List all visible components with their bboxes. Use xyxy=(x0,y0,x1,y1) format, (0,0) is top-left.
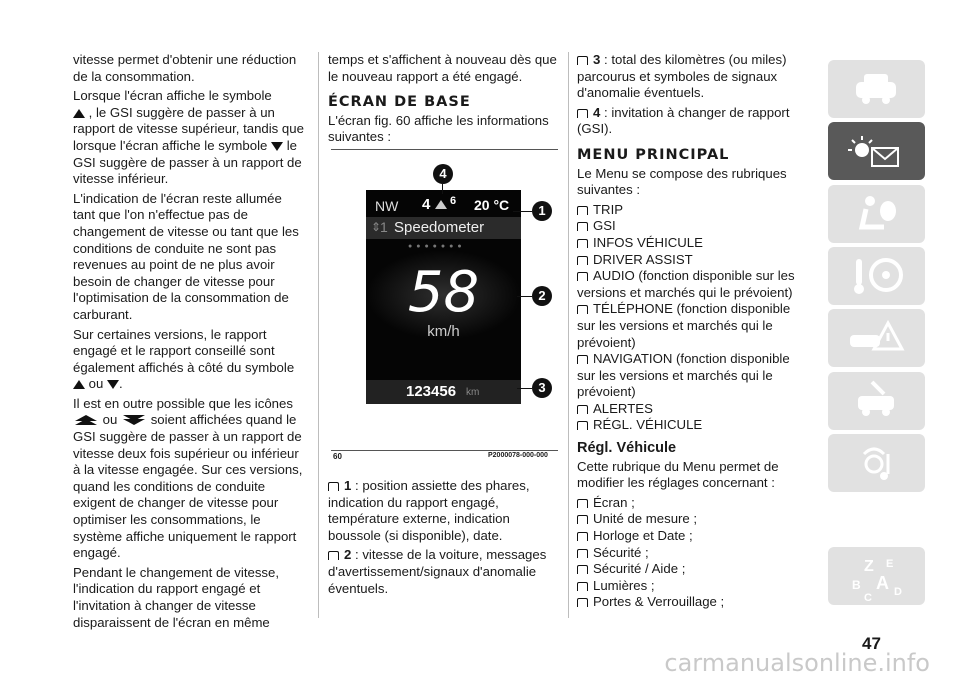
chapter-tab-emergency[interactable] xyxy=(828,309,925,367)
speed-value: 58 xyxy=(407,260,480,325)
bullet-icon xyxy=(577,305,588,314)
chapter-tab-safety[interactable] xyxy=(828,185,925,243)
settings-list-item xyxy=(577,561,807,578)
paragraph: temps et s'affichent à nouveau dès que le nouveau rapport a été engagé. xyxy=(328,52,557,84)
legend-number: 3 xyxy=(593,52,601,67)
speed-area xyxy=(366,250,521,340)
svg-text:D: D xyxy=(894,586,902,598)
upshift-arrow-icon xyxy=(73,109,85,118)
text: ou xyxy=(102,412,118,428)
steering-key-icon xyxy=(828,247,925,305)
svg-text:B: B xyxy=(852,578,861,592)
odometer-bar xyxy=(366,380,521,404)
legend-item xyxy=(328,478,558,544)
bullet-icon xyxy=(577,355,588,364)
svg-text:Z: Z xyxy=(864,558,874,575)
settings-item-text: Sécurité ; xyxy=(593,544,649,560)
bullet-icon xyxy=(577,582,588,591)
chapter-tab-maintenance[interactable] xyxy=(828,372,925,430)
bullet-icon xyxy=(577,222,588,231)
menu-list-item xyxy=(577,235,807,252)
legend-item xyxy=(577,52,807,102)
downshift-arrow-icon xyxy=(271,142,283,151)
chapter-tab-multimedia[interactable] xyxy=(828,434,925,492)
text: Sur certaines versions, le rapport engagé et le rapport conseillé sont également affichés à côté du symbole xyxy=(73,326,295,375)
downshift-arrow-icon xyxy=(107,380,119,389)
settings-list-item xyxy=(577,495,807,512)
chapter-tab-vehicle[interactable] xyxy=(828,60,925,118)
compass-heading: NW xyxy=(375,198,399,214)
menu-item-text: AUDIO (fonction disponible sur les versions et marchés qui le prévoient) xyxy=(577,268,795,300)
menu-index: 1 xyxy=(380,219,388,235)
bullet-icon xyxy=(577,109,588,118)
paragraph-gear-display xyxy=(73,327,306,393)
settings-list-item xyxy=(577,528,807,545)
column-right xyxy=(577,52,807,611)
bullet-icon xyxy=(577,565,588,574)
index-alphabet-icon xyxy=(828,547,925,605)
callout-leader xyxy=(517,296,532,297)
section-heading: MENU PRINCIPAL xyxy=(577,146,730,163)
bullet-icon xyxy=(577,56,588,65)
menu-item-text: NAVIGATION (fonction disponible sur les versions et marchés qui le prévoient) xyxy=(577,351,790,400)
settings-list xyxy=(577,495,807,611)
menu-list-item xyxy=(577,218,807,235)
column-divider xyxy=(318,52,319,618)
text: ou xyxy=(88,376,104,392)
paragraph-gsi-symbols xyxy=(73,88,306,188)
text: Il est en outre possible que les icônes xyxy=(73,395,293,411)
bullet-icon xyxy=(577,515,588,524)
menu-list-item xyxy=(577,252,807,269)
callout-leader xyxy=(513,211,532,212)
legend-number: 2 xyxy=(344,547,352,563)
legend-text: : total des kilomètres (ou miles) parcourus et symboles de signaux d'anomalie éventuels. xyxy=(577,52,787,101)
text: soient affichées quand le GSI suggère de passer à un rapport de vitesse deux fois supérieur ou inférieur à la vitesse engagée. Sur ces versions, quand les conditions de conduite exigent de changer de vitesse pour optimiser les consommations, le système affiche uniquement le rapport engagé. xyxy=(73,412,303,561)
menu-item-text: TÉLÉPHONE (fonction disponible sur les versions et marchés qui le prévoient) xyxy=(577,301,791,350)
menu-list xyxy=(577,202,807,434)
bullet-icon xyxy=(577,549,588,558)
watermark: carmanualsonline.info xyxy=(664,649,930,677)
column-divider xyxy=(568,52,569,618)
menu-list-item xyxy=(577,351,807,401)
text: . xyxy=(119,376,123,392)
legend-item xyxy=(577,105,807,138)
page-dots-icon: ●●●●●●● xyxy=(408,243,466,250)
bullet-icon xyxy=(328,482,339,491)
car-icon xyxy=(828,60,925,118)
page-number: 47 xyxy=(862,634,881,653)
paragraph: Le Menu se compose des rubriques suivantes : xyxy=(577,165,787,198)
callout-2: 2 xyxy=(532,286,552,306)
chapter-tab-starting[interactable] xyxy=(828,247,925,305)
cluster-display xyxy=(366,190,521,404)
speed-unit: km/h xyxy=(427,323,460,340)
legend-item xyxy=(328,547,558,597)
paragraph: L'indication de l'écran reste allumée tant que l'on n'effectue pas de changement de vitesse ou tant que les conditions de conduite ne sont pas revenues au point de ne plus avoir besoin de changer de vitesse pour l'optimisation de la consommation de carburant. xyxy=(73,190,299,322)
menu-list-item xyxy=(577,301,807,351)
bullet-icon xyxy=(577,256,588,265)
callout-4: 4 xyxy=(433,164,453,184)
menu-item-text: GSI xyxy=(593,218,616,234)
menu-bar xyxy=(366,217,521,239)
settings-list-item xyxy=(577,578,807,595)
callout-1: 1 xyxy=(532,201,552,221)
odometer-unit: km xyxy=(466,387,480,398)
legend-number: 1 xyxy=(344,478,352,493)
legend-text: : invitation à changer de rapport (GSI). xyxy=(577,104,790,137)
chapter-tab-dashboard[interactable] xyxy=(828,122,925,180)
menu-label: Speedometer xyxy=(394,219,485,236)
column-left xyxy=(73,52,306,634)
callout-leader xyxy=(442,184,443,194)
legend-text: : vitesse de la voiture, messages d'avertissement/signaux d'anomalie éventuels. xyxy=(328,547,547,596)
settings-item-text: Lumières ; xyxy=(593,577,655,593)
legend-number: 4 xyxy=(593,104,601,120)
legend-text: : position assiette des phares, indication du rapport engagé, température externe, indication boussole (si disponible), date. xyxy=(328,478,530,543)
menu-item-text: ALERTES xyxy=(593,400,653,416)
bullet-icon xyxy=(577,272,588,281)
text: le GSI suggère de passer à un rapport de vitesse inférieur. xyxy=(73,137,302,187)
figure-number: 60 xyxy=(333,452,342,461)
menu-list-item xyxy=(577,202,807,219)
callout-3: 3 xyxy=(532,378,552,398)
upshift-arrow-icon xyxy=(73,380,85,389)
paragraph-double-shift xyxy=(73,396,306,562)
gear-suggested: 6 xyxy=(450,195,457,207)
bullet-icon xyxy=(577,206,588,215)
figure-rule-bottom xyxy=(331,450,558,451)
chapter-tab-index[interactable] xyxy=(828,547,925,605)
bullet-icon xyxy=(577,405,588,414)
figure-legend xyxy=(328,478,558,600)
menu-list-item xyxy=(577,401,807,418)
menu-list-item xyxy=(577,417,807,434)
figure-instrument-cluster xyxy=(331,150,558,460)
paragraph: Cette rubrique du Menu permet de modifier les réglages concernant : xyxy=(577,458,779,491)
upshift-arrow-icon xyxy=(435,200,447,209)
bullet-icon xyxy=(577,532,588,541)
bullet-icon xyxy=(328,551,339,560)
figure-code: P2000078-000-000 xyxy=(488,452,548,459)
menu-item-text: DRIVER ASSIST xyxy=(593,251,693,267)
paragraph: vitesse permet d'obtenir une réduction de la consommation. xyxy=(73,52,297,84)
accident-triangle-icon xyxy=(828,309,925,367)
warning-lights-icon xyxy=(828,122,925,180)
subsection-heading: Régl. Véhicule xyxy=(577,440,677,457)
settings-item-text: Unité de mesure ; xyxy=(593,511,698,527)
bullet-icon xyxy=(577,499,588,508)
settings-item-text: Sécurité / Aide ; xyxy=(593,561,686,577)
svg-text:E: E xyxy=(886,558,894,570)
seat-airbag-icon xyxy=(828,185,925,243)
music-nav-icon xyxy=(828,434,925,492)
settings-list-item xyxy=(577,511,807,528)
double-downshift-icon xyxy=(121,415,147,425)
bullet-icon xyxy=(577,598,588,607)
section-heading: ÉCRAN DE BASE xyxy=(328,94,471,111)
paragraph: Pendant le changement de vitesse, l'indication du rapport engagé et l'invitation à changer de vitesse disparaissent de l'écran en même xyxy=(73,564,280,630)
svg-text:A: A xyxy=(876,573,889,593)
callout-leader xyxy=(517,388,532,389)
paragraph: L'écran fig. 60 affiche les informations suivantes : xyxy=(328,112,549,145)
settings-item-text: Portes & Verrouillage ; xyxy=(593,594,725,610)
menu-item-text: TRIP xyxy=(593,201,624,217)
text: , le GSI suggère de passer à un rapport de vitesse supérieur, tandis que lorsque l'écran affiche le symbole xyxy=(73,104,304,153)
settings-item-text: Écran ; xyxy=(593,494,635,510)
settings-list-item xyxy=(577,594,807,611)
settings-list-item xyxy=(577,545,807,562)
svg-text:C: C xyxy=(864,592,872,604)
bullet-icon xyxy=(577,421,588,430)
outside-temperature: 20 °C xyxy=(474,197,510,213)
gear-engaged: 4 xyxy=(422,196,431,213)
column-middle xyxy=(328,52,558,149)
double-upshift-icon xyxy=(73,415,99,425)
menu-scroll-icon: ⇕ xyxy=(371,220,382,234)
text: Lorsque l'écran affiche le symbole xyxy=(73,88,272,104)
menu-item-text: INFOS VÉHICULE xyxy=(593,234,703,250)
settings-item-text: Horloge et Date ; xyxy=(593,528,693,544)
odometer-value: 123456 xyxy=(406,383,457,400)
bullet-icon xyxy=(577,239,588,248)
menu-list-item xyxy=(577,268,807,301)
wrench-car-icon xyxy=(828,372,925,430)
menu-item-text: RÉGL. VÉHICULE xyxy=(593,417,703,433)
